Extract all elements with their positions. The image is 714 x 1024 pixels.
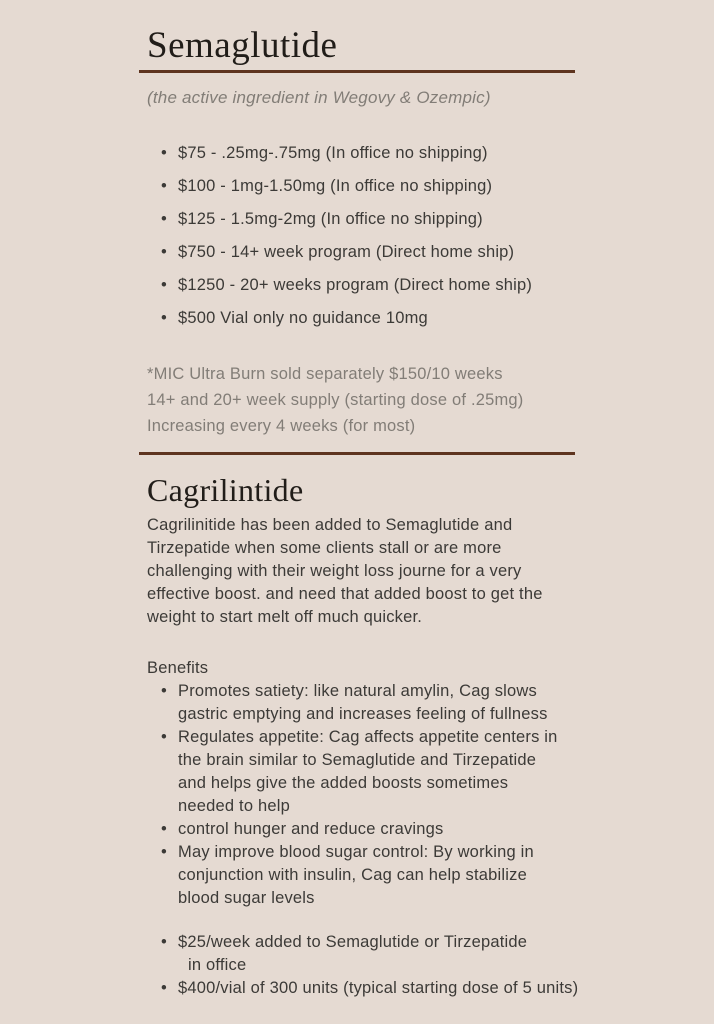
semaglutide-price-list <box>147 142 584 330</box>
pricing-item <box>178 977 584 1000</box>
note-line: Increasing every 4 weeks (for most) <box>147 417 416 435</box>
semaglutide-title: Semaglutide <box>147 25 338 66</box>
section-divider <box>139 452 575 455</box>
cagrilintide-description: Cagrilinitide has been added to Semaglutide and Tirzepatide when some clients stall or are more challenging with their weight loss journe for a very effective boost. and need that added boost to get the weight to start melt off much quicker. <box>147 516 543 626</box>
price-item: • $500 Vial only no guidance 10mg <box>178 307 584 330</box>
pricing-line: • $400/vial of 300 units (typical starting dose of 5 units) <box>178 979 579 997</box>
benefits-label: Benefits <box>147 659 209 677</box>
benefit-item: • Regulates appetite: Cag affects appetite centers in the brain similar to Semaglutide and Tirzepatide and helps give the added boosts sometimes needed to help <box>178 726 567 818</box>
pricing-line: in office <box>188 956 247 974</box>
benefit-item: • control hunger and reduce cravings <box>178 818 567 841</box>
note-line: *MIC Ultra Burn sold separately $150/10 weeks <box>147 365 503 383</box>
price-item: • $100 - 1mg-1.50mg (In office no shipping) <box>178 175 584 198</box>
cagrilintide-title: Cagrilintide <box>147 472 304 508</box>
title-underline <box>139 70 575 73</box>
price-item: • $1250 - 20+ weeks program (Direct home ship) <box>178 274 584 297</box>
benefits-list <box>147 680 567 910</box>
cagrilintide-pricing-list <box>147 931 584 1000</box>
semaglutide-subtitle: (the active ingredient in Wegovy & Ozempic) <box>147 88 491 107</box>
benefit-item: • Promotes satiety: like natural amylin, Cag slows gastric emptying and increases feeling of fullness <box>178 680 567 726</box>
price-item: • $750 - 14+ week program (Direct home ship) <box>178 241 584 264</box>
note-line: 14+ and 20+ week supply (starting dose of .25mg) <box>147 391 524 409</box>
semaglutide-section <box>147 26 584 455</box>
cagrilintide-section <box>147 472 584 1000</box>
price-item: • $125 - 1.5mg-2mg (In office no shipping) <box>178 208 584 231</box>
pricing-line: • $25/week added to Semaglutide or Tirzepatide <box>178 933 528 951</box>
semaglutide-notes <box>147 361 584 439</box>
benefit-item: • May improve blood sugar control: By working in conjunction with insulin, Cag can help stabilize blood sugar levels <box>178 841 567 910</box>
price-item: • $75 - .25mg-.75mg (In office no shipping) <box>178 142 584 165</box>
pricing-item <box>178 931 584 977</box>
